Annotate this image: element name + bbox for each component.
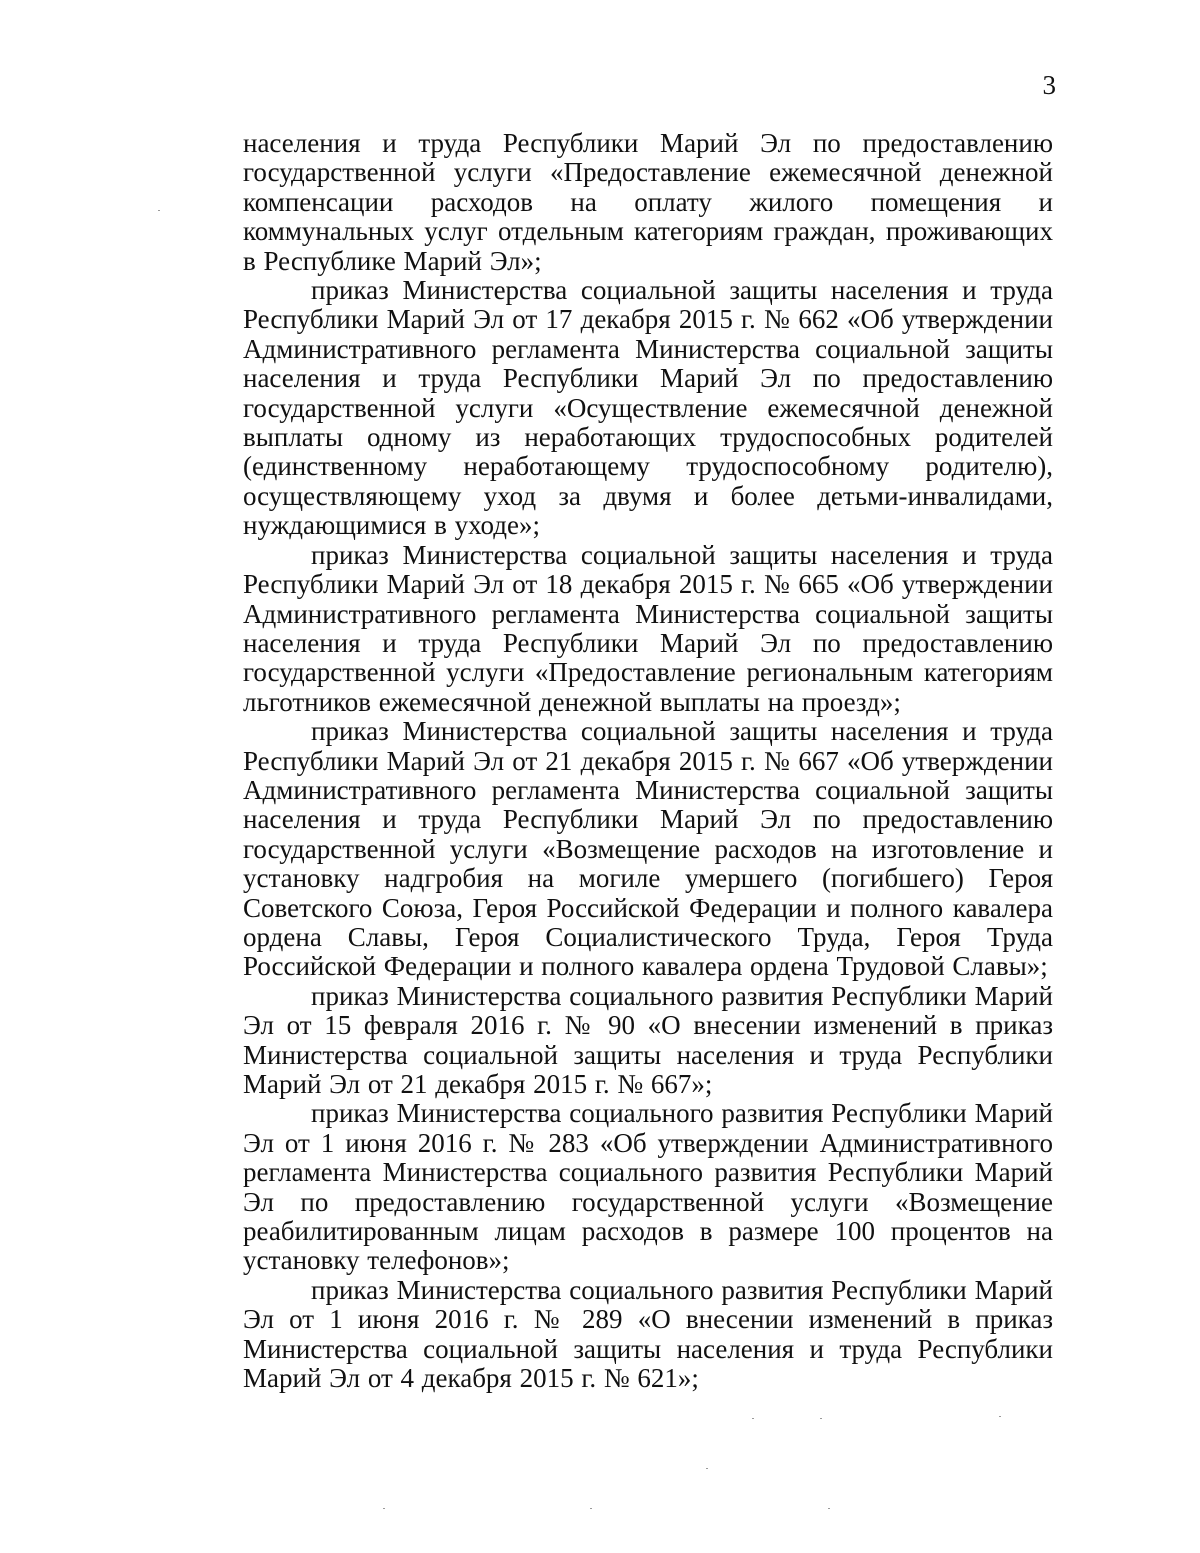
scan-speck <box>590 1508 592 1509</box>
paragraph-order-662: приказ Министерства социальной защиты населения и труда Республики Марий Эл от 17 декабря 2015 г. № 662 «Об утверждении Административного регламента Министерства социальной защиты населения и труда Республики Марий Эл по предоставлению государственной услуги «Осуществление ежемесячной денежной выплаты одному из неработающих трудоспособных родителей (единственному неработающему трудоспособному родителю), осуществляющему уход за двумя и более детьми-инвалидами, нуждающимися в уходе»; <box>243 275 1053 541</box>
scan-speck <box>383 1508 385 1509</box>
paragraph-order-667: приказ Министерства социальной защиты населения и труда Республики Марий Эл от 21 декабря 2015 г. № 667 «Об утверждении Административного регламента Министерства социальной защиты населения и труда Республики Марий Эл по предоставлению государственной услуги «Возмещение расходов на изготовление и установку надгробия на могиле умершего (погибшего) Героя Советского Союза, Героя Российской Федерации и полного кавалера ордена Славы, Героя Социалистического Труда, Героя Труда Российской Федерации и полного кавалера ордена Трудовой Славы»; <box>243 716 1053 982</box>
scan-speck <box>828 1508 830 1509</box>
paragraph-order-289: приказ Министерства социального развития Республики Марий Эл от 1 июня 2016 г. № 289 «О внесении изменений в приказ Министерства социальной защиты населения и труда Республики Марий Эл от 4 декабря 2015 г. № 621»; <box>243 1274 1053 1394</box>
paragraph-order-283: приказ Министерства социального развития Республики Марий Эл от 1 июня 2016 г. № 283 «Об утверждении Административного регламента Министерства социального развития Республики Марий Эл по предоставлению государственной услуги «Возмещение реабилитированным лицам расходов в размере 100 процентов на установку телефонов»; <box>243 1098 1053 1276</box>
page-number: 3 <box>1042 70 1056 100</box>
paragraph-order-665: приказ Министерства социальной защиты населения и труда Республики Марий Эл от 18 декабря 2015 г. № 665 «Об утверждении Административного регламента Министерства социальной защиты населения и труда Республики Марий Эл по предоставлению государственной услуги «Предоставление региональным категориям льготников ежемесячной денежной выплаты на проезд»; <box>243 539 1053 717</box>
scan-speck <box>706 1468 708 1469</box>
scan-speck <box>820 1418 822 1419</box>
scan-speck <box>752 1418 754 1419</box>
paragraph-order-90: приказ Министерства социального развития Республики Марий Эл от 15 февраля 2016 г. № 90 «О внесении изменений в приказ Министерства социальной защиты населения и труда Республики Марий Эл от 21 декабря 2015 г. № 667»; <box>243 980 1053 1099</box>
scan-speck <box>158 210 160 211</box>
scan-speck <box>999 1416 1001 1417</box>
document-body <box>243 129 1053 1393</box>
paragraph-continuation: населения и труда Республики Марий Эл по предоставлению государственной услуги «Предоставление ежемесячной денежной компенсации расходов на оплату жилого помещения и коммунальных услуг отдельным категориям граждан, проживающих в Республике Марий Эл»; <box>243 128 1053 276</box>
